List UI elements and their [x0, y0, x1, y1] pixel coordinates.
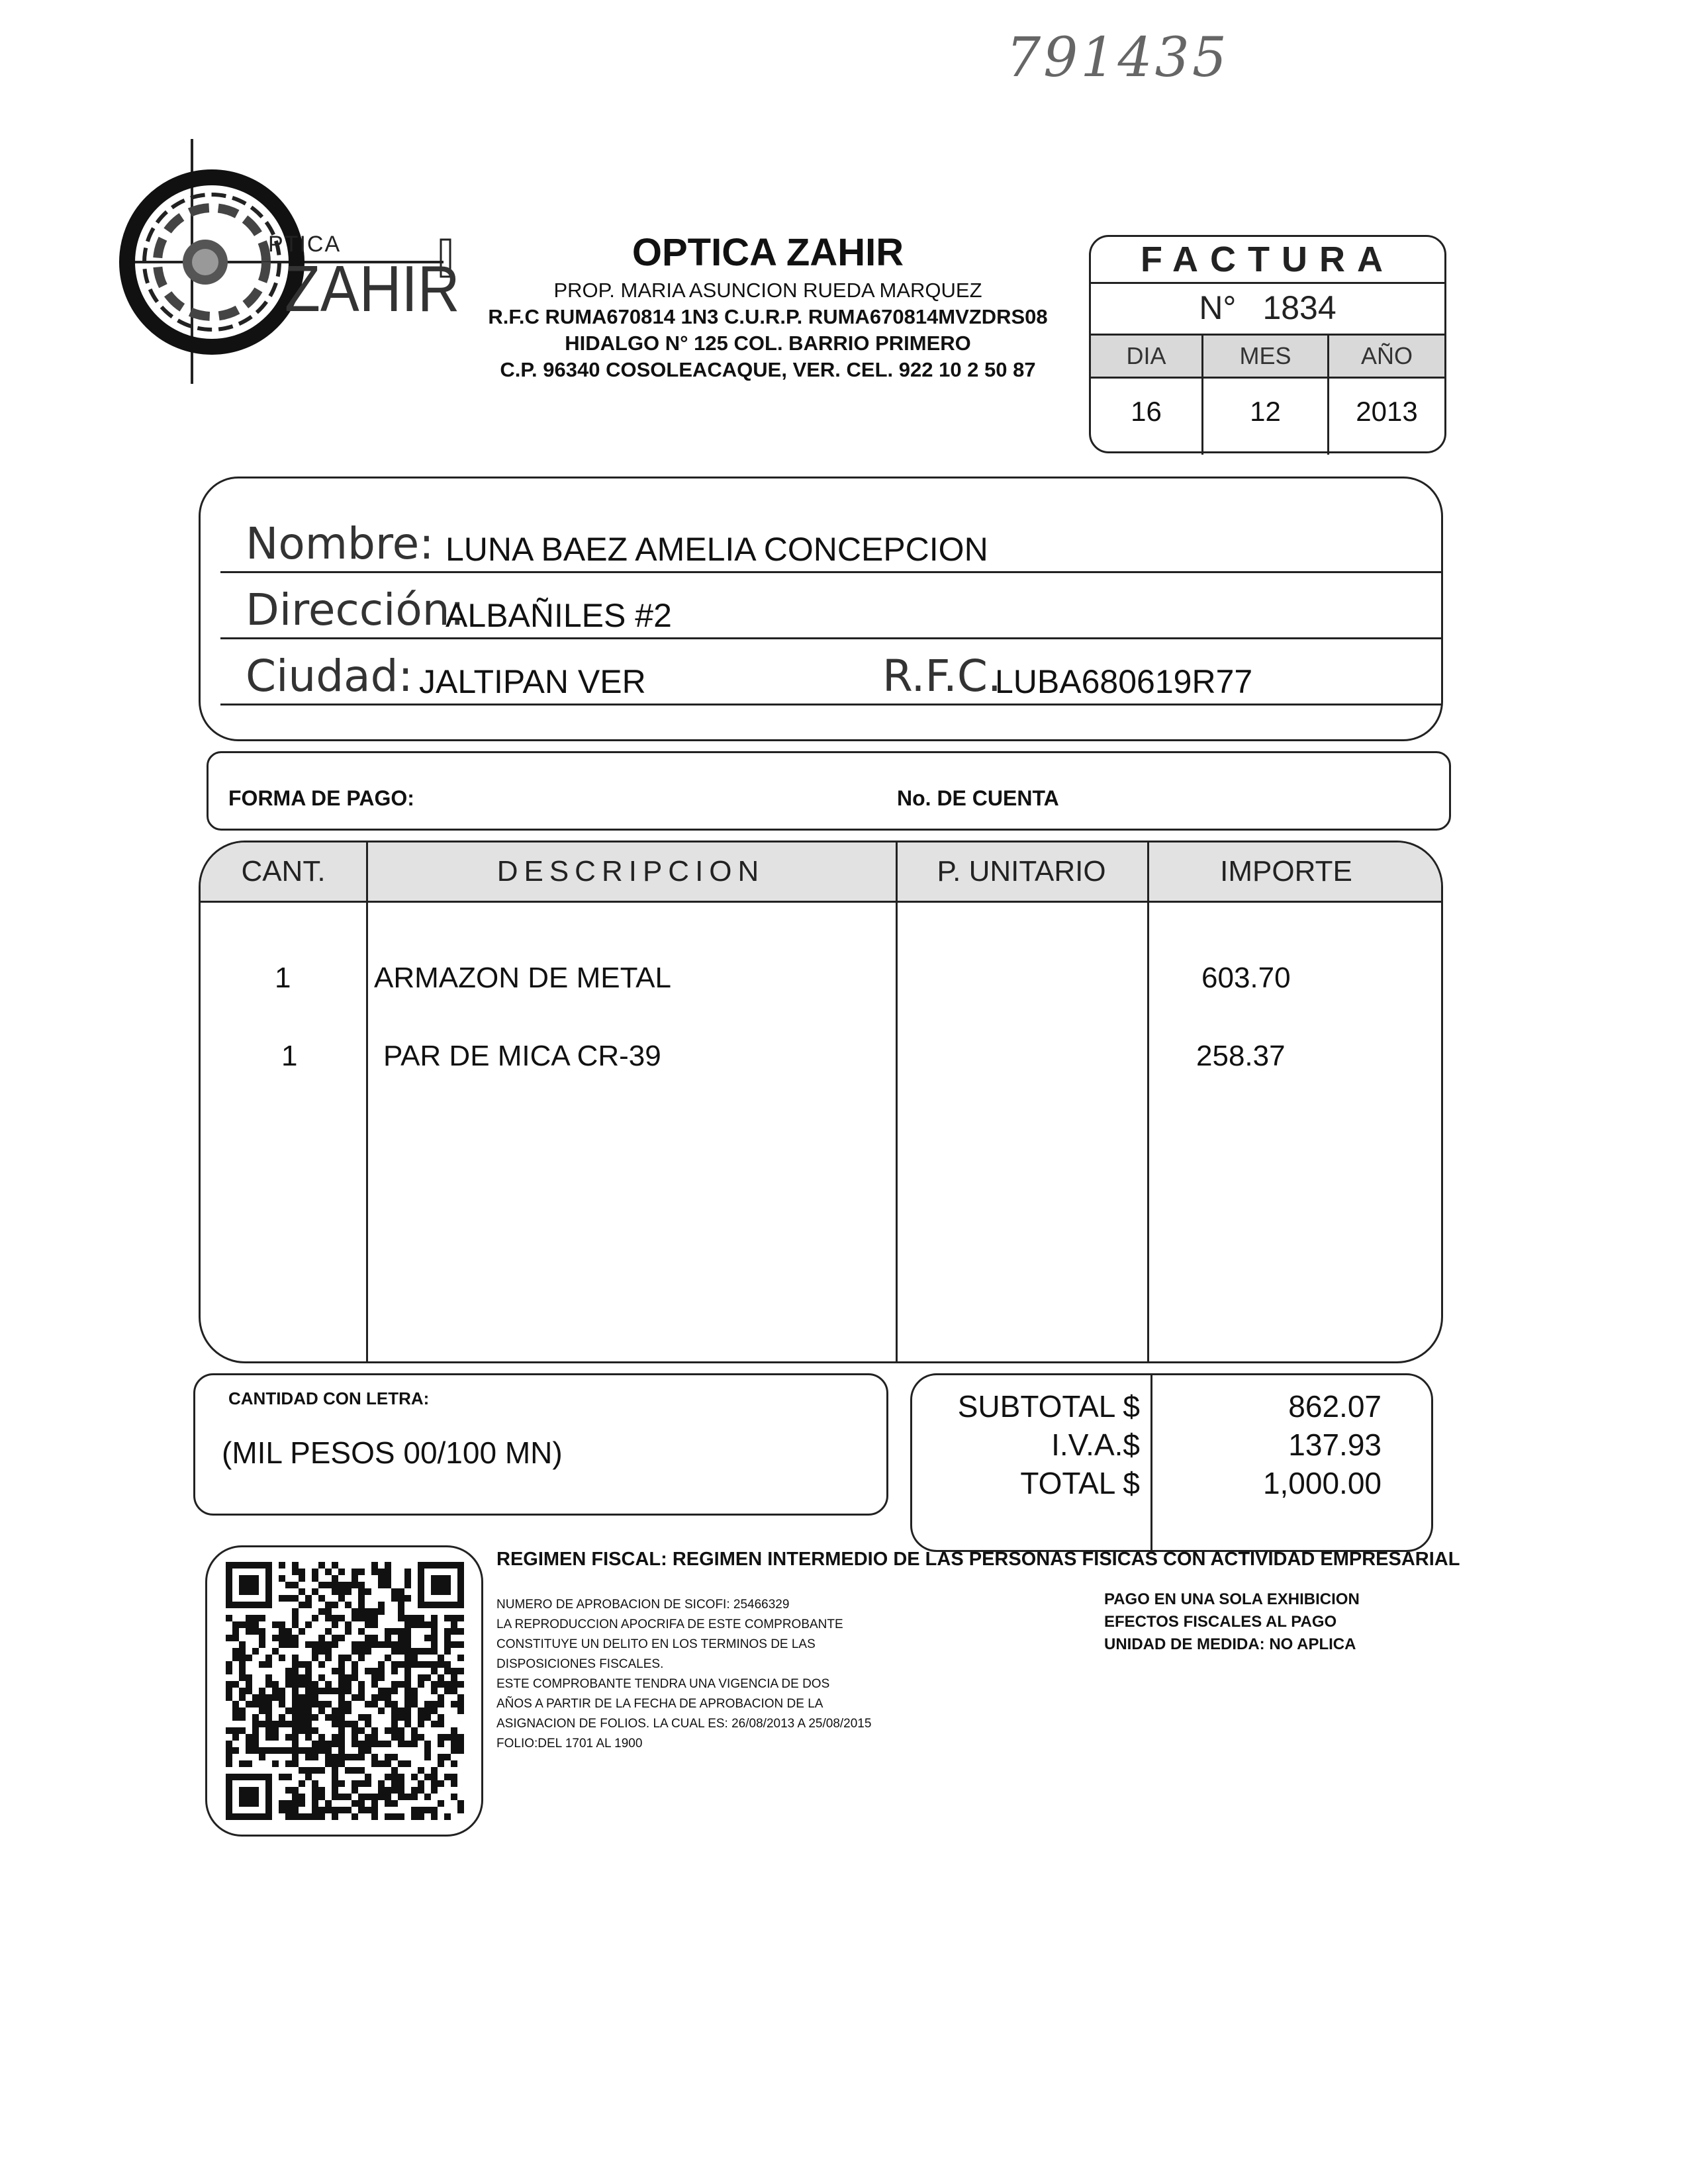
total-label: TOTAL $ [1020, 1466, 1140, 1500]
payment-box [207, 751, 1451, 831]
subtotal-label: SUBTOTAL $ [957, 1389, 1140, 1424]
payment-note: UNIDAD DE MEDIDA: NO APLICA [1104, 1635, 1356, 1653]
col-divider [1147, 842, 1149, 1361]
month-label: MES [1203, 336, 1327, 379]
logo-main-text: ZAHIR [285, 252, 460, 325]
payment-notes [1104, 1588, 1360, 1656]
totals-divider [1150, 1375, 1152, 1550]
client-city-row [220, 637, 1441, 705]
client-name-row [220, 505, 1441, 573]
invoice-month-col [1203, 336, 1329, 455]
item-amount: 603.70 [1201, 962, 1291, 994]
client-block [199, 477, 1443, 741]
day-label: DIA [1091, 336, 1201, 379]
fiscal-note: CONSTITUYE UN DELITO EN LOS TERMINOS DE LAS [496, 1637, 816, 1651]
item-qty: 1 [281, 1040, 298, 1072]
day-value: 16 [1131, 396, 1162, 427]
fiscal-regimen: REGIMEN FISCAL: REGIMEN INTERMEDIO DE LAS PERSONAS FISICAS CON ACTIVIDAD EMPRESARIAL [496, 1549, 1460, 1570]
issuer-owner: PROP. MARIA ASUNCION RUEDA MARQUEZ [553, 279, 982, 302]
client-city-label: Ciudad: [246, 651, 413, 702]
client-city: JALTIPAN VER [419, 663, 646, 700]
issuer-rfc: R.F.C RUMA670814 1N3 C.U.R.P. RUMA670814MVZDRS08 [488, 305, 1048, 328]
issuer-address: HIDALGO N° 125 COL. BARRIO PRIMERO [565, 332, 971, 355]
fiscal-note: DISPOSICIONES FISCALES. [496, 1657, 664, 1671]
amount-in-words-box [193, 1373, 888, 1516]
fiscal-note: AÑOS A PARTIR DE LA FECHA DE APROBACION DE LA [496, 1697, 823, 1711]
amount-in-words-label: CANTIDAD CON LETRA: [228, 1388, 430, 1408]
col-divider [896, 842, 898, 1361]
invoice-box [1089, 235, 1446, 453]
items-table [199, 841, 1443, 1363]
issuer-city: C.P. 96340 COSOLEACAQUE, VER. CEL. 922 10 2 50 87 [500, 358, 1036, 381]
fiscal-note: FOLIO:DEL 1701 AL 1900 [496, 1737, 643, 1751]
col-divider [366, 842, 368, 1361]
issuer-header [450, 228, 1086, 383]
issuer-name: OPTICA ZAHIR [632, 231, 904, 274]
header-qty: CANT. [241, 855, 326, 887]
client-rfc-label: R.F.C. [882, 651, 1002, 702]
subtotal-value: 862.07 [1288, 1389, 1382, 1424]
invoice-year-col [1329, 336, 1444, 455]
payment-note: PAGO EN UNA SOLA EXHIBICION [1104, 1590, 1360, 1608]
client-name-label: Nombre: [246, 518, 434, 569]
client-name: LUNA BAEZ AMELIA CONCEPCION [445, 531, 988, 568]
invoice-number: 1834 [1262, 289, 1336, 326]
fiscal-note: LA REPRODUCCION APOCRIFA DE ESTE COMPROBANTE [496, 1617, 843, 1631]
invoice-day-col [1091, 336, 1203, 455]
client-address-row [220, 571, 1441, 639]
fiscal-note: ESTE COMPROBANTE TENDRA UNA VIGENCIA DE DOS [496, 1677, 830, 1691]
client-address: ALBAÑILES #2 [445, 597, 672, 634]
fiscal-notes [496, 1595, 960, 1754]
totals-box [910, 1373, 1433, 1552]
qr-code-box [205, 1545, 483, 1837]
item-amount: 258.37 [1196, 1040, 1286, 1072]
client-rfc: LUBA680619R77 [995, 663, 1253, 700]
item-description: PAR DE MICA CR-39 [383, 1040, 661, 1072]
header-description: DESCRIPCION [496, 855, 765, 887]
header-unit-price: P. UNITARIO [937, 855, 1106, 887]
fiscal-note: NUMERO DE APROBACION DE SICOFI: 25466329 [496, 1598, 790, 1612]
invoice-date [1091, 334, 1444, 455]
item-description: ARMAZON DE METAL [374, 962, 672, 994]
fiscal-note: ASIGNACION DE FOLIOS. LA CUAL ES: 26/08/2013 A 25/08/2015 [496, 1717, 872, 1731]
handwritten-note: 791435 [1006, 26, 1230, 89]
optica-zahir-logo [119, 139, 463, 390]
header-amount: IMPORTE [1220, 855, 1352, 887]
account-number-label: No. DE CUENTA [897, 786, 1059, 810]
invoice-number-row [1091, 282, 1444, 334]
year-label: AÑO [1329, 336, 1444, 379]
logo-top-text: PTICA [268, 232, 342, 257]
month-value: 12 [1250, 396, 1281, 427]
items-header [201, 842, 1441, 903]
invoice-title: FACTURA [1091, 237, 1444, 284]
qr-code-icon [226, 1562, 464, 1820]
total-value: 1,000.00 [1262, 1466, 1382, 1500]
client-address-label: Dirección: [246, 584, 465, 635]
year-value: 2013 [1356, 396, 1418, 427]
payment-method-label: FORMA DE PAGO: [228, 786, 414, 810]
item-qty: 1 [275, 962, 291, 994]
payment-note: EFECTOS FISCALES AL PAGO [1104, 1613, 1337, 1631]
invoice-number-label: N° [1199, 289, 1237, 326]
amount-in-words-value: (MIL PESOS 00/100 MN) [222, 1435, 563, 1470]
iva-value: 137.93 [1288, 1428, 1382, 1462]
iva-label: I.V.A.$ [1051, 1428, 1140, 1462]
